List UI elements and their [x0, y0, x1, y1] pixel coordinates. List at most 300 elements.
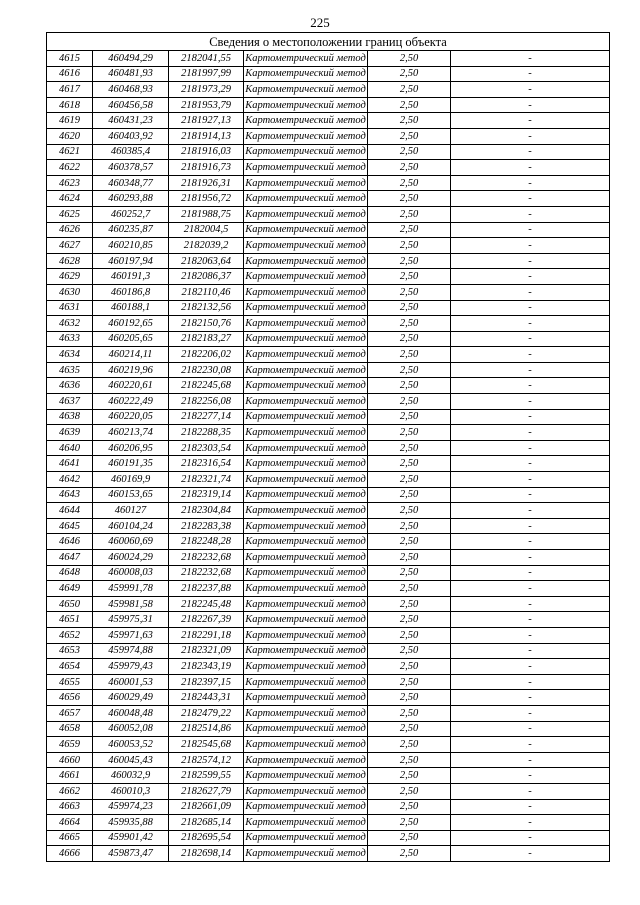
accuracy-cell: 2,50 — [368, 284, 451, 300]
x-coordinate-cell: 460385,4 — [93, 144, 169, 160]
table-row — [47, 284, 610, 300]
point-number-cell: 4638 — [47, 409, 93, 425]
accuracy-cell: 2,50 — [368, 799, 451, 815]
y-coordinate-cell: 2182343,19 — [169, 659, 244, 675]
note-cell: - — [451, 440, 610, 456]
point-number-cell: 4643 — [47, 487, 93, 503]
note-cell: - — [451, 284, 610, 300]
accuracy-cell: 2,50 — [368, 612, 451, 628]
table-row — [47, 799, 610, 815]
accuracy-cell: 2,50 — [368, 705, 451, 721]
method-cell: Картометрический метод — [244, 799, 368, 815]
method-cell: Картометрический метод — [244, 487, 368, 503]
note-cell: - — [451, 830, 610, 846]
x-coordinate-cell: 459981,58 — [93, 596, 169, 612]
accuracy-cell: 2,50 — [368, 175, 451, 191]
point-number-cell: 4623 — [47, 175, 93, 191]
table-row — [47, 674, 610, 690]
accuracy-cell: 2,50 — [368, 534, 451, 550]
y-coordinate-cell: 2182245,48 — [169, 596, 244, 612]
table-row — [47, 206, 610, 222]
note-cell: - — [451, 534, 610, 550]
note-cell: - — [451, 206, 610, 222]
accuracy-cell: 2,50 — [368, 66, 451, 82]
point-number-cell: 4640 — [47, 440, 93, 456]
x-coordinate-cell: 460127 — [93, 503, 169, 519]
x-coordinate-cell: 460192,65 — [93, 316, 169, 332]
table-row — [47, 768, 610, 784]
y-coordinate-cell: 2182267,39 — [169, 612, 244, 628]
table-row — [47, 97, 610, 113]
accuracy-cell: 2,50 — [368, 830, 451, 846]
method-cell: Картометрический метод — [244, 783, 368, 799]
note-cell: - — [451, 737, 610, 753]
table-row — [47, 253, 610, 269]
note-cell: - — [451, 113, 610, 129]
y-coordinate-cell: 2182685,14 — [169, 815, 244, 831]
accuracy-cell: 2,50 — [368, 144, 451, 160]
note-cell: - — [451, 518, 610, 534]
point-number-cell: 4621 — [47, 144, 93, 160]
table-title-row — [47, 33, 610, 51]
table-row — [47, 487, 610, 503]
y-coordinate-cell: 2182574,12 — [169, 752, 244, 768]
accuracy-cell: 2,50 — [368, 768, 451, 784]
x-coordinate-cell: 460220,61 — [93, 378, 169, 394]
note-cell: - — [451, 690, 610, 706]
method-cell: Картометрический метод — [244, 503, 368, 519]
accuracy-cell: 2,50 — [368, 783, 451, 799]
method-cell: Картометрический метод — [244, 674, 368, 690]
table-row — [47, 331, 610, 347]
point-number-cell: 4658 — [47, 721, 93, 737]
note-cell: - — [451, 799, 610, 815]
table-row — [47, 66, 610, 82]
note-cell: - — [451, 144, 610, 160]
accuracy-cell: 2,50 — [368, 394, 451, 410]
x-coordinate-cell: 460235,87 — [93, 222, 169, 238]
method-cell: Картометрический метод — [244, 66, 368, 82]
table-row — [47, 596, 610, 612]
point-number-cell: 4616 — [47, 66, 93, 82]
x-coordinate-cell: 459935,88 — [93, 815, 169, 831]
x-coordinate-cell: 460431,23 — [93, 113, 169, 129]
point-number-cell: 4639 — [47, 425, 93, 441]
y-coordinate-cell: 2182627,79 — [169, 783, 244, 799]
accuracy-cell: 2,50 — [368, 82, 451, 98]
table-row — [47, 534, 610, 550]
table-row — [47, 440, 610, 456]
x-coordinate-cell: 459975,31 — [93, 612, 169, 628]
table-row — [47, 783, 610, 799]
accuracy-cell: 2,50 — [368, 238, 451, 254]
y-coordinate-cell: 2182291,18 — [169, 627, 244, 643]
method-cell: Картометрический метод — [244, 627, 368, 643]
x-coordinate-cell: 459979,43 — [93, 659, 169, 675]
note-cell: - — [451, 627, 610, 643]
method-cell: Картометрический метод — [244, 394, 368, 410]
note-cell: - — [451, 425, 610, 441]
note-cell: - — [451, 783, 610, 799]
note-cell: - — [451, 846, 610, 862]
table-row — [47, 815, 610, 831]
y-coordinate-cell: 2182277,14 — [169, 409, 244, 425]
point-number-cell: 4659 — [47, 737, 93, 753]
x-coordinate-cell: 459991,78 — [93, 581, 169, 597]
table-row — [47, 160, 610, 176]
method-cell: Картометрический метод — [244, 206, 368, 222]
accuracy-cell: 2,50 — [368, 222, 451, 238]
method-cell: Картометрический метод — [244, 596, 368, 612]
y-coordinate-cell: 2182397,15 — [169, 674, 244, 690]
x-coordinate-cell: 460188,1 — [93, 300, 169, 316]
table-title: Сведения о местоположении границ объекта — [47, 33, 610, 51]
note-cell: - — [451, 565, 610, 581]
point-number-cell: 4665 — [47, 830, 93, 846]
point-number-cell: 4617 — [47, 82, 93, 98]
method-cell: Картометрический метод — [244, 425, 368, 441]
y-coordinate-cell: 2182232,68 — [169, 565, 244, 581]
table-row — [47, 612, 610, 628]
y-coordinate-cell: 2182004,5 — [169, 222, 244, 238]
method-cell: Картометрический метод — [244, 565, 368, 581]
method-cell: Картометрический метод — [244, 737, 368, 753]
accuracy-cell: 2,50 — [368, 503, 451, 519]
y-coordinate-cell: 2182245,68 — [169, 378, 244, 394]
y-coordinate-cell: 2182695,54 — [169, 830, 244, 846]
point-number-cell: 4641 — [47, 456, 93, 472]
note-cell: - — [451, 768, 610, 784]
point-number-cell: 4624 — [47, 191, 93, 207]
accuracy-cell: 2,50 — [368, 737, 451, 753]
x-coordinate-cell: 460032,9 — [93, 768, 169, 784]
note-cell: - — [451, 394, 610, 410]
y-coordinate-cell: 2181997,99 — [169, 66, 244, 82]
x-coordinate-cell: 459974,88 — [93, 643, 169, 659]
y-coordinate-cell: 2182545,68 — [169, 737, 244, 753]
y-coordinate-cell: 2182248,28 — [169, 534, 244, 550]
note-cell: - — [451, 238, 610, 254]
x-coordinate-cell: 460186,8 — [93, 284, 169, 300]
y-coordinate-cell: 2182321,09 — [169, 643, 244, 659]
note-cell: - — [451, 82, 610, 98]
x-coordinate-cell: 460293,88 — [93, 191, 169, 207]
note-cell: - — [451, 487, 610, 503]
table-row — [47, 222, 610, 238]
accuracy-cell: 2,50 — [368, 160, 451, 176]
point-number-cell: 4642 — [47, 472, 93, 488]
accuracy-cell: 2,50 — [368, 456, 451, 472]
accuracy-cell: 2,50 — [368, 128, 451, 144]
note-cell: - — [451, 316, 610, 332]
x-coordinate-cell: 460052,08 — [93, 721, 169, 737]
table-row — [47, 472, 610, 488]
accuracy-cell: 2,50 — [368, 378, 451, 394]
y-coordinate-cell: 2181956,72 — [169, 191, 244, 207]
note-cell: - — [451, 643, 610, 659]
method-cell: Картометрический метод — [244, 347, 368, 363]
method-cell: Картометрический метод — [244, 846, 368, 862]
x-coordinate-cell: 459873,47 — [93, 846, 169, 862]
method-cell: Картометрический метод — [244, 238, 368, 254]
point-number-cell: 4655 — [47, 674, 93, 690]
point-number-cell: 4661 — [47, 768, 93, 784]
table-row — [47, 846, 610, 862]
method-cell: Картометрический метод — [244, 409, 368, 425]
table-row — [47, 175, 610, 191]
accuracy-cell: 2,50 — [368, 253, 451, 269]
y-coordinate-cell: 2182304,84 — [169, 503, 244, 519]
y-coordinate-cell: 2182319,14 — [169, 487, 244, 503]
point-number-cell: 4637 — [47, 394, 93, 410]
method-cell: Картометрический метод — [244, 175, 368, 191]
method-cell: Картометрический метод — [244, 534, 368, 550]
note-cell: - — [451, 612, 610, 628]
y-coordinate-cell: 2182132,56 — [169, 300, 244, 316]
method-cell: Картометрический метод — [244, 82, 368, 98]
x-coordinate-cell: 460214,11 — [93, 347, 169, 363]
x-coordinate-cell: 460191,35 — [93, 456, 169, 472]
method-cell: Картометрический метод — [244, 768, 368, 784]
y-coordinate-cell: 2181927,13 — [169, 113, 244, 129]
x-coordinate-cell: 460053,52 — [93, 737, 169, 753]
y-coordinate-cell: 2182288,35 — [169, 425, 244, 441]
method-cell: Картометрический метод — [244, 97, 368, 113]
method-cell: Картометрический метод — [244, 456, 368, 472]
table-row — [47, 627, 610, 643]
accuracy-cell: 2,50 — [368, 300, 451, 316]
note-cell: - — [451, 362, 610, 378]
table-row — [47, 456, 610, 472]
x-coordinate-cell: 460197,94 — [93, 253, 169, 269]
note-cell: - — [451, 331, 610, 347]
point-number-cell: 4647 — [47, 550, 93, 566]
accuracy-cell: 2,50 — [368, 269, 451, 285]
point-number-cell: 4650 — [47, 596, 93, 612]
x-coordinate-cell: 460001,53 — [93, 674, 169, 690]
table-row — [47, 362, 610, 378]
method-cell: Картометрический метод — [244, 690, 368, 706]
table-row — [47, 690, 610, 706]
table-row — [47, 82, 610, 98]
point-number-cell: 4628 — [47, 253, 93, 269]
table-row — [47, 238, 610, 254]
y-coordinate-cell: 2181973,29 — [169, 82, 244, 98]
x-coordinate-cell: 459971,63 — [93, 627, 169, 643]
point-number-cell: 4646 — [47, 534, 93, 550]
accuracy-cell: 2,50 — [368, 316, 451, 332]
method-cell: Картометрический метод — [244, 144, 368, 160]
method-cell: Картометрический метод — [244, 128, 368, 144]
y-coordinate-cell: 2182230,08 — [169, 362, 244, 378]
point-number-cell: 4648 — [47, 565, 93, 581]
table-row — [47, 550, 610, 566]
accuracy-cell: 2,50 — [368, 409, 451, 425]
x-coordinate-cell: 460468,93 — [93, 82, 169, 98]
point-number-cell: 4657 — [47, 705, 93, 721]
y-coordinate-cell: 2181916,73 — [169, 160, 244, 176]
y-coordinate-cell: 2182232,68 — [169, 550, 244, 566]
point-number-cell: 4627 — [47, 238, 93, 254]
point-number-cell: 4615 — [47, 51, 93, 67]
accuracy-cell: 2,50 — [368, 550, 451, 566]
table-row — [47, 347, 610, 363]
table-row — [47, 425, 610, 441]
point-number-cell: 4662 — [47, 783, 93, 799]
note-cell: - — [451, 472, 610, 488]
method-cell: Картометрический метод — [244, 518, 368, 534]
y-coordinate-cell: 2181953,79 — [169, 97, 244, 113]
boundary-table — [46, 32, 610, 862]
table-row — [47, 503, 610, 519]
point-number-cell: 4645 — [47, 518, 93, 534]
x-coordinate-cell: 460024,29 — [93, 550, 169, 566]
method-cell: Картометрический метод — [244, 300, 368, 316]
note-cell: - — [451, 300, 610, 316]
table-row — [47, 409, 610, 425]
accuracy-cell: 2,50 — [368, 752, 451, 768]
note-cell: - — [451, 222, 610, 238]
x-coordinate-cell: 460213,74 — [93, 425, 169, 441]
note-cell: - — [451, 347, 610, 363]
point-number-cell: 4619 — [47, 113, 93, 129]
method-cell: Картометрический метод — [244, 316, 368, 332]
y-coordinate-cell: 2182063,64 — [169, 253, 244, 269]
note-cell: - — [451, 409, 610, 425]
table-row — [47, 378, 610, 394]
accuracy-cell: 2,50 — [368, 596, 451, 612]
method-cell: Картометрический метод — [244, 752, 368, 768]
x-coordinate-cell: 460169,9 — [93, 472, 169, 488]
note-cell: - — [451, 51, 610, 67]
x-coordinate-cell: 459974,23 — [93, 799, 169, 815]
table-row — [47, 394, 610, 410]
note-cell: - — [451, 596, 610, 612]
x-coordinate-cell: 460029,49 — [93, 690, 169, 706]
accuracy-cell: 2,50 — [368, 815, 451, 831]
method-cell: Картометрический метод — [244, 550, 368, 566]
method-cell: Картометрический метод — [244, 222, 368, 238]
y-coordinate-cell: 2182086,37 — [169, 269, 244, 285]
note-cell: - — [451, 659, 610, 675]
table-row — [47, 565, 610, 581]
note-cell: - — [451, 269, 610, 285]
y-coordinate-cell: 2182206,02 — [169, 347, 244, 363]
note-cell: - — [451, 378, 610, 394]
table-row — [47, 643, 610, 659]
note-cell: - — [451, 191, 610, 207]
accuracy-cell: 2,50 — [368, 643, 451, 659]
table-row — [47, 269, 610, 285]
accuracy-cell: 2,50 — [368, 690, 451, 706]
y-coordinate-cell: 2182110,46 — [169, 284, 244, 300]
x-coordinate-cell: 460191,3 — [93, 269, 169, 285]
accuracy-cell: 2,50 — [368, 206, 451, 222]
point-number-cell: 4652 — [47, 627, 93, 643]
point-number-cell: 4664 — [47, 815, 93, 831]
note-cell: - — [451, 550, 610, 566]
x-coordinate-cell: 460220,05 — [93, 409, 169, 425]
accuracy-cell: 2,50 — [368, 113, 451, 129]
point-number-cell: 4654 — [47, 659, 93, 675]
accuracy-cell: 2,50 — [368, 659, 451, 675]
point-number-cell: 4656 — [47, 690, 93, 706]
y-coordinate-cell: 2182150,76 — [169, 316, 244, 332]
note-cell: - — [451, 721, 610, 737]
point-number-cell: 4651 — [47, 612, 93, 628]
method-cell: Картометрический метод — [244, 362, 368, 378]
point-number-cell: 4622 — [47, 160, 93, 176]
point-number-cell: 4644 — [47, 503, 93, 519]
method-cell: Картометрический метод — [244, 440, 368, 456]
point-number-cell: 4630 — [47, 284, 93, 300]
point-number-cell: 4631 — [47, 300, 93, 316]
accuracy-cell: 2,50 — [368, 331, 451, 347]
method-cell: Картометрический метод — [244, 705, 368, 721]
point-number-cell: 4660 — [47, 752, 93, 768]
y-coordinate-cell: 2182316,54 — [169, 456, 244, 472]
accuracy-cell: 2,50 — [368, 674, 451, 690]
point-number-cell: 4620 — [47, 128, 93, 144]
method-cell: Картометрический метод — [244, 612, 368, 628]
table-row — [47, 705, 610, 721]
y-coordinate-cell: 2182479,22 — [169, 705, 244, 721]
note-cell: - — [451, 581, 610, 597]
x-coordinate-cell: 460222,49 — [93, 394, 169, 410]
accuracy-cell: 2,50 — [368, 565, 451, 581]
note-cell: - — [451, 97, 610, 113]
note-cell: - — [451, 456, 610, 472]
table-row — [47, 659, 610, 675]
table-row — [47, 113, 610, 129]
x-coordinate-cell: 460481,93 — [93, 66, 169, 82]
table-row — [47, 721, 610, 737]
point-number-cell: 4635 — [47, 362, 93, 378]
y-coordinate-cell: 2182321,74 — [169, 472, 244, 488]
point-number-cell: 4629 — [47, 269, 93, 285]
table-row — [47, 51, 610, 67]
table-row — [47, 518, 610, 534]
accuracy-cell: 2,50 — [368, 347, 451, 363]
point-number-cell: 4632 — [47, 316, 93, 332]
accuracy-cell: 2,50 — [368, 440, 451, 456]
x-coordinate-cell: 460104,24 — [93, 518, 169, 534]
accuracy-cell: 2,50 — [368, 627, 451, 643]
x-coordinate-cell: 460252,7 — [93, 206, 169, 222]
x-coordinate-cell: 460010,3 — [93, 783, 169, 799]
x-coordinate-cell: 460153,65 — [93, 487, 169, 503]
x-coordinate-cell: 460403,92 — [93, 128, 169, 144]
y-coordinate-cell: 2181914,13 — [169, 128, 244, 144]
y-coordinate-cell: 2181988,75 — [169, 206, 244, 222]
point-number-cell: 4626 — [47, 222, 93, 238]
y-coordinate-cell: 2182661,09 — [169, 799, 244, 815]
table-row — [47, 300, 610, 316]
x-coordinate-cell: 460219,96 — [93, 362, 169, 378]
x-coordinate-cell: 459901,42 — [93, 830, 169, 846]
point-number-cell: 4649 — [47, 581, 93, 597]
x-coordinate-cell: 460205,65 — [93, 331, 169, 347]
note-cell: - — [451, 752, 610, 768]
note-cell: - — [451, 128, 610, 144]
method-cell: Картометрический метод — [244, 721, 368, 737]
y-coordinate-cell: 2182237,88 — [169, 581, 244, 597]
table-row — [47, 737, 610, 753]
point-number-cell: 4625 — [47, 206, 93, 222]
y-coordinate-cell: 2182599,55 — [169, 768, 244, 784]
x-coordinate-cell: 460060,69 — [93, 534, 169, 550]
method-cell: Картометрический метод — [244, 113, 368, 129]
